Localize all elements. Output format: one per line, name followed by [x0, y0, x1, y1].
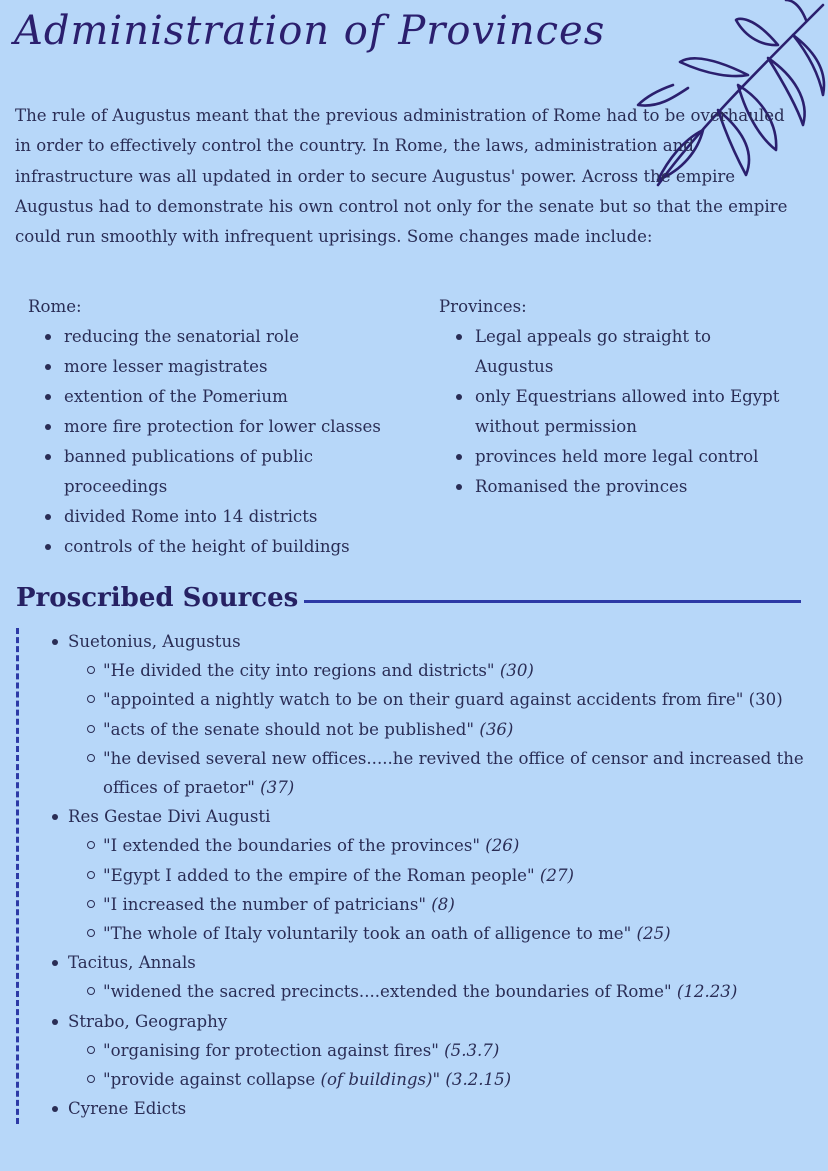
source-name: Cyrene Edicts: [50, 1094, 810, 1123]
quote-item: [103, 685, 810, 714]
quote-text: "he devised several new offices.....he revived the office of censor and increased the offices of praetor": [103, 748, 804, 798]
page-title: Administration of Provinces: [14, 8, 606, 54]
quote-ref: (of buildings)" (3.2.15): [320, 1070, 512, 1090]
heading-divider: [304, 600, 801, 603]
list-item: divided Rome into 14 districts: [64, 502, 408, 532]
quote-item: [103, 861, 810, 890]
quote-text: "widened the sacred precincts....extended the boundaries of Rome": [103, 982, 677, 1002]
rome-changes: [28, 292, 408, 562]
quote-item: [103, 656, 810, 685]
quote-ref: (5.3.7): [444, 1040, 500, 1060]
source-name: Res Gestae Divi Augusti: [50, 802, 810, 831]
quote-item: [103, 715, 810, 744]
quote-item: [103, 1036, 810, 1065]
provinces-list: [439, 322, 799, 502]
quote-item: [103, 744, 810, 802]
quote-text: "He divided the city into regions and districts": [103, 661, 500, 681]
quote-ref: (8): [431, 894, 455, 914]
quote-ref: (36): [479, 719, 514, 739]
rome-list: [28, 322, 408, 562]
intro-paragraph: The rule of Augustus meant that the previous administration of Rome had to be overhauled in order to effectively control the country. In Rome, the laws, administration and infrastructure was all updated in order to secure Augustus' power. Across the empire Augustus had to demonstrate his own control not only for the senate but so that the empire could run smoothly with infrequent uprisings. Some changes made include:: [15, 106, 788, 247]
quote-ref: (26): [485, 836, 520, 856]
list-item: provinces held more legal control: [475, 442, 799, 472]
list-item: extention of the Pomerium: [64, 382, 408, 412]
quote-text: "I extended the boundaries of the provinces": [103, 836, 486, 856]
quote-text: "The whole of Italy voluntarily took an oath of alligence to me": [103, 924, 637, 944]
quote-item: [103, 977, 810, 1006]
list-item: reducing the senatorial role: [64, 322, 408, 352]
provinces-changes: [439, 292, 799, 502]
quote-item: [103, 1065, 810, 1094]
quote-item: [103, 831, 810, 860]
list-item: more lesser magistrates: [64, 352, 408, 382]
quote-text: "organising for protection against fires": [103, 1040, 445, 1060]
sources-heading: Proscribed Sources: [16, 583, 299, 613]
source-name: Tacitus, Annals: [50, 948, 810, 977]
provinces-heading: Provinces:: [439, 297, 527, 316]
quote-item: [103, 919, 810, 948]
quote-ref: (27): [539, 865, 574, 885]
list-item: Legal appeals go straight to Augustus: [475, 322, 725, 382]
list-item: only Equestrians allowed into Egypt without permission: [475, 382, 785, 442]
quote-ref: (37): [260, 778, 295, 798]
list-item: more fire protection for lower classes: [64, 412, 408, 442]
source-name: Strabo, Geography: [50, 1007, 810, 1036]
quote-ref: (25): [636, 924, 671, 944]
sources-list: [50, 627, 810, 1123]
dashed-margin-line: [16, 628, 19, 1124]
rome-heading: Rome:: [28, 297, 82, 316]
list-item: controls of the height of buildings: [64, 532, 408, 562]
source-name: Suetonius, Augustus: [50, 627, 810, 656]
source-item: [50, 948, 810, 1006]
quote-item: [103, 890, 810, 919]
source-item: [50, 802, 810, 948]
source-item: [50, 1007, 810, 1095]
list-item: Romanised the provinces: [475, 472, 799, 502]
list-item: banned publications of public proceedings: [64, 442, 334, 502]
quote-ref: (12.23): [676, 982, 738, 1002]
quote-text: "acts of the senate should not be published": [103, 719, 480, 739]
quote-text: "Egypt I added to the empire of the Roman people": [103, 865, 540, 885]
quote-text: "provide against collapse: [103, 1070, 321, 1090]
quote-text: "appointed a nightly watch to be on their guard against accidents from fire" (30): [103, 690, 783, 710]
source-item: [50, 627, 810, 802]
quote-ref: (30): [499, 661, 534, 681]
quote-text: "I increased the number of patricians": [103, 894, 432, 914]
source-item: [50, 1094, 810, 1123]
